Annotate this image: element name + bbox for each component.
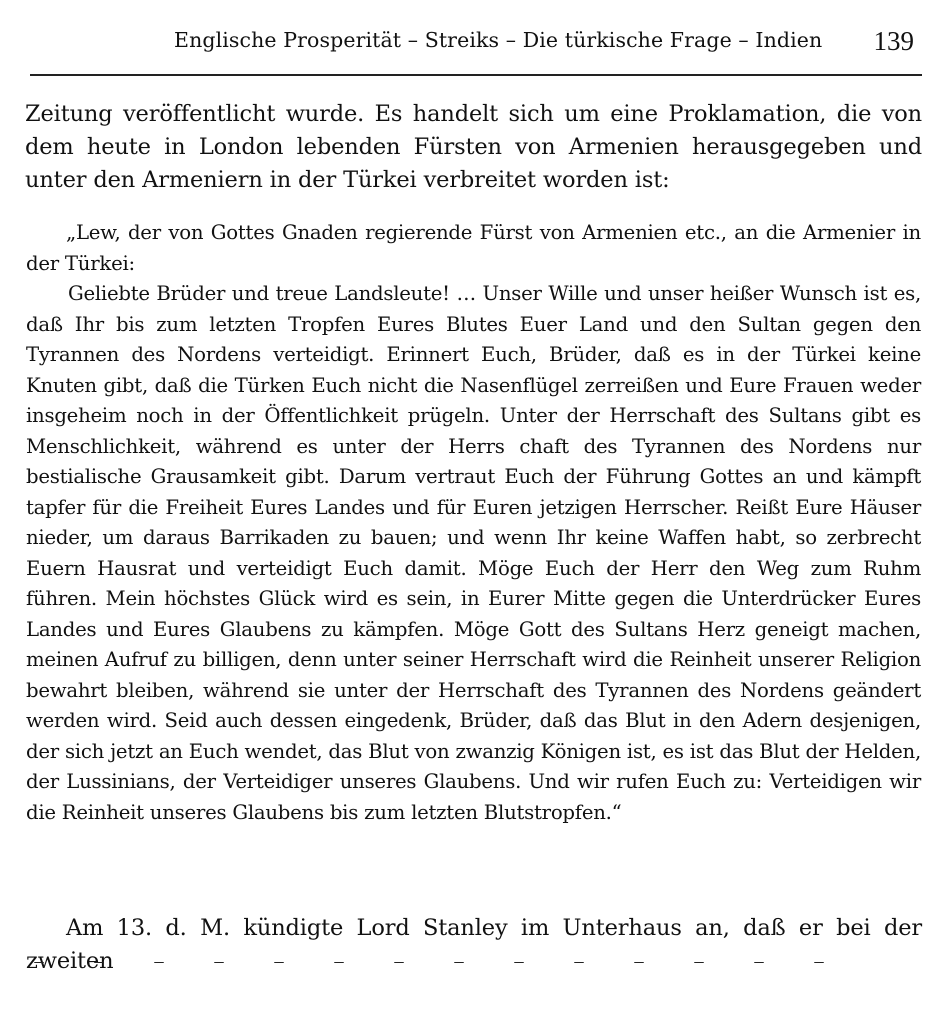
running-title: Englische Prosperität – Streiks – Die türkische Frage – Indien: [174, 28, 823, 52]
closing-paragraph-start: Am 13. d. M. kündigte Lord Stanley im Unterhaus an, daß er bei der zweiten: [26, 915, 922, 974]
closing-paragraph-area: [26, 912, 922, 978]
page-header: [26, 26, 922, 66]
cut-off-line-fragments: [34, 955, 906, 963]
quote-body: Geliebte Brüder und treue Landsleute! … Unser Wille und unser heißer Wunsch ist es, daß Ihr bis zum letzten Tropfen Eures Blutes Euer Land und den Sultan gegen den Tyrannen des Nordens verteidigt. Erinnert Euch, Brüder, daß es in der Türkei keine Knuten gibt, daß die Türken Euch nicht die Nasenflügel zerreißen und Eure Frauen weder insgeheim noch in der Öffentlichkeit prügeln. Unter der Herrschaft des Sultans gibt es Menschlichkeit, während es unter der Herrs chaft des Tyrannen des Nordens nur bestialische Grausamkeit gibt. Darum vertraut Euch der Führung Gottes an und kämpft tapfer für die Freiheit Eures Landes und für Euren jetzigen Herrscher. Reißt Eure Häuser nieder, um daraus Barrikaden zu bauen; und wenn Ihr keine Waffen habt, so zerbrecht Euern Hausrat und verteidigt Euch damit. Möge Euch der Herr den Weg zum Ruhm führen. Mein höchstes Glück wird es sein, in Eurer Mitte gegen die Unterdrücker Eures Landes und Eures Glaubens zu kämpfen. Möge Gott des Sultans Herz geneigt machen, meinen Aufruf zu billigen, denn unter seiner Herrschaft wird die Reinheit unserer Religion bewahrt bleiben, während sie unter der Herrschaft des Tyrannen des Nordens geändert werden wird. Seid auch dessen eingedenk, Brüder, daß das Blut in den Adern desjenigen, der sich jetzt an Euch wendet, das Blut von zwanzig Königen ist, es ist das Blut der Helden, der Lussinians, der Verteidiger unseres Glaubens. Und wir rufen Euch zu: Verteidigen wir die Reinheit unseres Glaubens bis zum letzten Blutstropfen.“: [26, 282, 921, 824]
intro-paragraph: Zeitung veröffentlicht wurde. Es handelt sich um eine Proklamation, die von dem heute in London lebenden Fürsten von Armenien herausgegeben und unter den Armeniern in der Türkei verbreitet worden ist:: [25, 101, 922, 193]
header-rule: [30, 74, 922, 76]
main-text: [25, 98, 922, 197]
proclamation-quote: [26, 218, 921, 828]
page-number: 139: [873, 26, 914, 56]
quote-salutation: „Lew, der von Gottes Gnaden regierende Fürst von Armenien etc., an die Armenier in der Türkei:: [26, 221, 921, 275]
